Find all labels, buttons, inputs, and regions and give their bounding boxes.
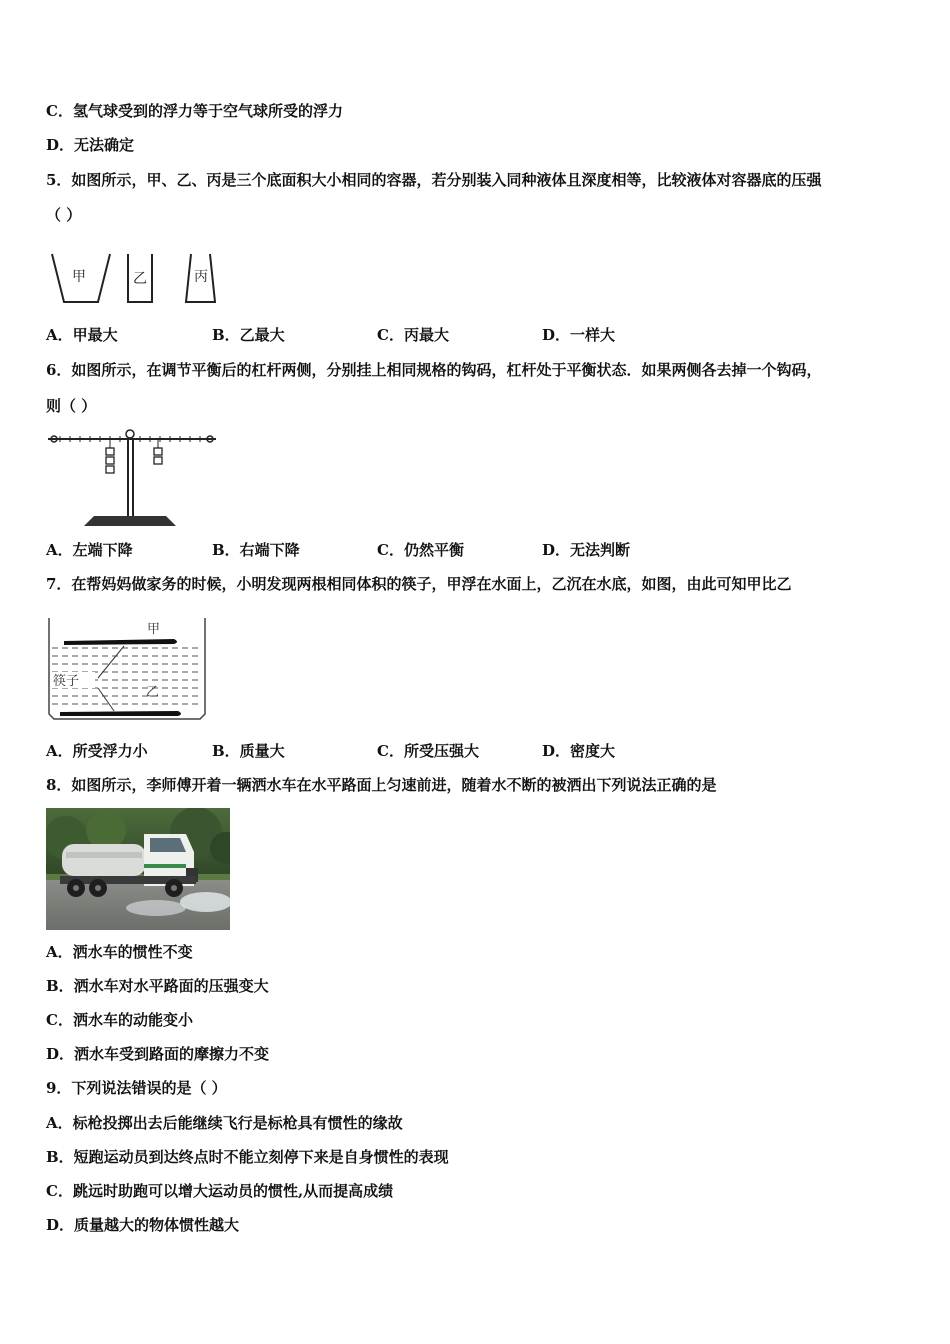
q8-option-b: B．洒水车对水平路面的压强变大 <box>46 977 269 995</box>
q9-option-c: C．跳远时助跑可以增大运动员的惯性,从而提高成绩 <box>46 1182 394 1200</box>
q6-stem: 6．如图所示，在调节平衡后的杠杆两侧，分别挂上相同规格的钩码，杠杆处于平衡状态．如果两侧各去掉一个钩码， <box>46 361 822 379</box>
q6-option-d: D．无法判断 <box>542 541 631 559</box>
q8-stem: 8．如图所示，李师傅开着一辆洒水车在水平路面上匀速前进，随着水不断的被洒出下列说法正确的是 <box>46 776 717 794</box>
q8-sprinkler-truck-photo <box>46 808 230 930</box>
q6-option-b: B．右端下降 <box>212 541 300 559</box>
q7-option-b: B．质量大 <box>212 742 285 760</box>
q5-label-bing: 丙 <box>194 269 208 285</box>
q9-option-a: A．标枪投掷出去后能继续飞行是标枪具有惯性的缘故 <box>46 1114 403 1132</box>
q5-stem-paren: （ ） <box>46 206 82 224</box>
q7-option-d: D．密度大 <box>542 742 616 760</box>
q9-option-b: B．短跑运动员到达终点时不能立刻停下来是自身惯性的表现 <box>46 1148 449 1166</box>
q5-option-d: D．一样大 <box>542 326 616 344</box>
q4-option-d: D．无法确定 <box>46 136 135 154</box>
q5-stem: 5．如图所示，甲、乙、丙是三个底面积大小相同的容器，若分别装入同种液体且深度相等，比较液体对容器底的压强 <box>46 171 822 189</box>
q8-option-a: A．洒水车的惯性不变 <box>46 943 193 961</box>
q5-option-c: C．丙最大 <box>377 326 449 344</box>
q5-label-jia: 甲 <box>72 269 86 285</box>
q7-option-c: C．所受压强大 <box>377 742 479 760</box>
q7-label-bottom: 乙 <box>146 685 160 700</box>
q6-option-c: C．仍然平衡 <box>377 541 464 559</box>
q5-containers-figure <box>46 248 226 310</box>
q7-stem: 7．在帮妈妈做家务的时候，小明发现两根相同体积的筷子，甲浮在水面上，乙沉在水底，如图，由此可知甲比乙 <box>46 575 792 593</box>
q5-label-yi: 乙 <box>133 271 147 287</box>
q7-label-top: 甲 <box>147 622 161 637</box>
q8-option-c: C．洒水车的动能变小 <box>46 1011 193 1029</box>
q4-option-c: C．氢气球受到的浮力等于空气球所受的浮力 <box>46 102 343 120</box>
q6-option-a: A．左端下降 <box>46 541 133 559</box>
q8-option-d: D．洒水车受到路面的摩擦力不变 <box>46 1045 270 1063</box>
q7-chopsticks-figure <box>46 616 210 722</box>
q9-option-d: D．质量越大的物体惯性越大 <box>46 1216 240 1234</box>
q5-option-b: B．乙最大 <box>212 326 285 344</box>
q7-option-a: A．所受浮力小 <box>46 742 148 760</box>
q7-label-middle: 筷子 <box>53 674 80 689</box>
q5-option-a: A．甲最大 <box>46 326 118 344</box>
q6-stem-paren: 则（ ） <box>46 397 97 415</box>
q6-lever-figure <box>46 428 222 530</box>
q9-stem: 9．下列说法错误的是（ ） <box>46 1079 227 1097</box>
